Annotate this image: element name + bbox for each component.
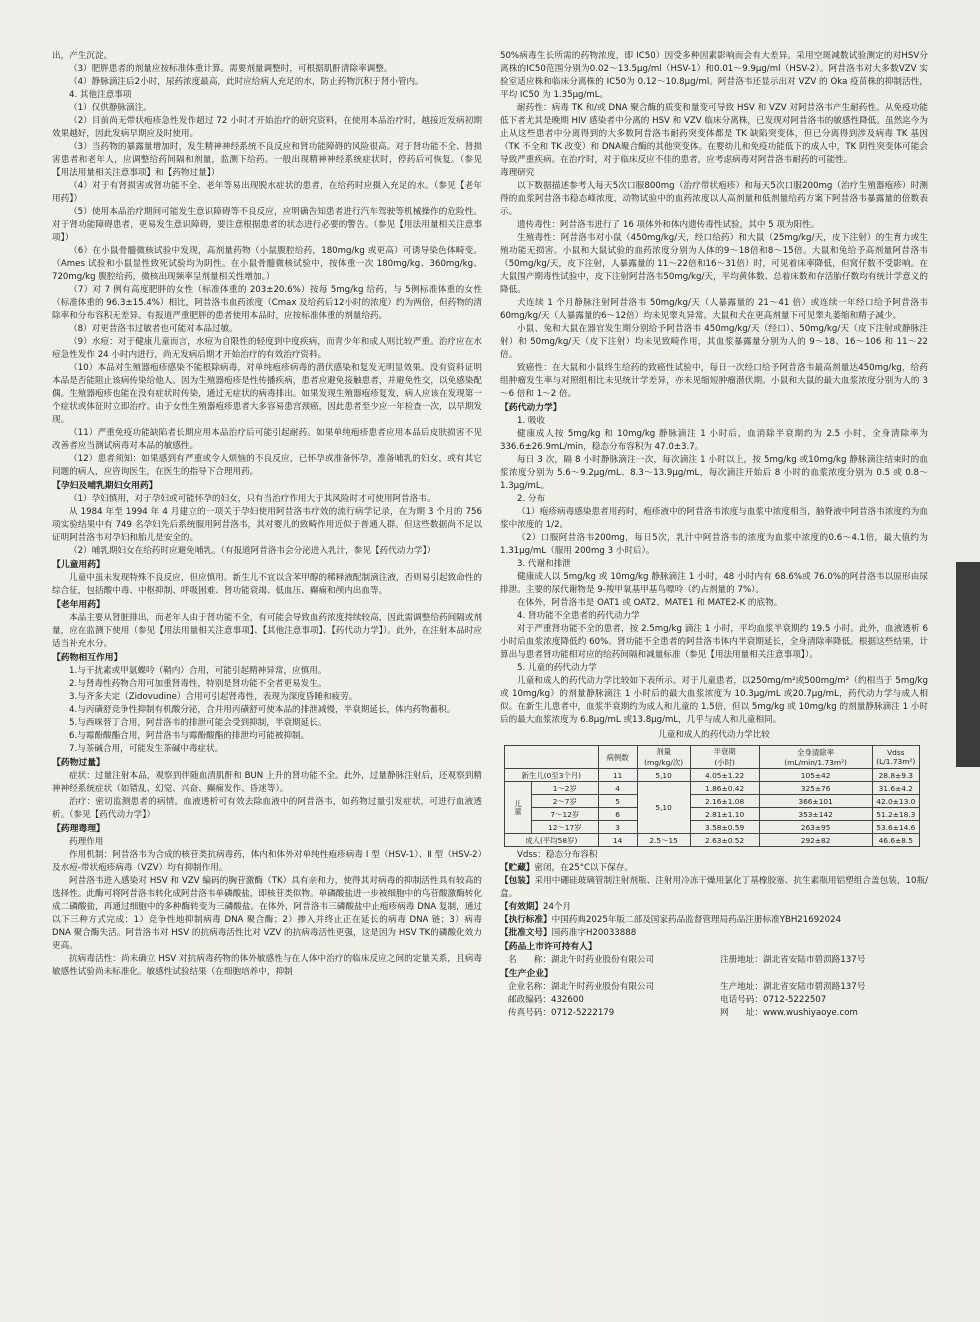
field-label: 名 称： bbox=[508, 955, 551, 965]
section-heading-pregnancy: 【孕妇及哺乳期妇女用药】 bbox=[52, 481, 158, 491]
table-cell: 46.6±8.5 bbox=[872, 834, 919, 847]
paragraph: 对于严重肾功能不全的患者，按 2.5mg/kg 滴注 1 小时，平均血浆半衰期约 19.5 小时。此外，血液透析 6 小时后血浆浓度降低约 60%。肾功能不全患者的阿昔洛韦体内半衰期延长，全身清除率降低。根据这些结果，计算出与患者肾功能相对应的给药间隔和减量标准（参见【用法用量相关注意事项】）。 bbox=[500, 624, 928, 660]
subheading: 毒理研究 bbox=[500, 168, 535, 178]
table-cell: 2.81±1.10 bbox=[690, 808, 759, 821]
paragraph: 健康成人以 5mg/kg 或 10mg/kg 静脉滴注 1 小时，48 小时内有 68.6%或 76.0%的阿昔洛韦以原形由尿排泄。主要的尿代谢物是 9-羧甲氧基甲基鸟嘌呤（约占剂量的 7%）。 bbox=[500, 572, 928, 595]
storage-heading: 【贮藏】 bbox=[500, 863, 535, 873]
paragraph: 以下数据描述参考人每天5次口服800mg（治疗带状疱疹）和每天5次口服200mg（治疗生殖器疱疹）时测得的血浆阿昔洛韦稳态峰浓度，动物试验中的血药浓度以人高剂量和低剂量给药方案下阿昔洛韦暴露量的倍数表示。 bbox=[500, 181, 928, 217]
section-heading-interactions: 【药物相互作用】 bbox=[52, 653, 123, 663]
field-label: 生产地址： bbox=[720, 982, 763, 992]
table-group-label: 儿童 bbox=[505, 782, 532, 834]
paragraph: 儿童中虽未发现特殊不良反应，但应慎用。新生儿不宜以含苯甲醇的稀释液配制滴注液，否则易引起致命性的综合征，包括酸中毒、中枢抑制、呼吸困难、肾功能衰竭、低血压、癫痫和颅内出血等。 bbox=[52, 573, 482, 596]
package-heading: 【包装】 bbox=[500, 876, 535, 886]
paragraph: 遗传毒性：阿昔洛韦进行了 16 项体外和体内遗传毒性试验，其中 5 项为阳性。 bbox=[517, 220, 820, 230]
paragraph: 50%病毒生长所需的药物浓度，即 IC50）因受多种因素影响而会有大差异。采用空斑减数试验测定的对HSV分离株的IC50范围分别为0.02～13.5μg/ml（HSV-1）和0.01～9.9μg/ml（HSV-2）。阿昔洛韦对大多数VZV 实验室适应株和临床分离株的 IC50为 0.12～10.8μg/ml。阿昔洛韦还显示出对 VZV 的 Oka 疫苗株的抑制活性，平均 IC50 为 1.35μg/mL。 bbox=[500, 51, 928, 100]
field-label: 传真号码： bbox=[508, 1008, 551, 1018]
paragraph: （2）哺乳期妇女在给药时应避免哺乳。（有报道阿昔洛韦会分泌进入乳汁，参见【药代动力学】） bbox=[69, 546, 436, 556]
paragraph: 阿昔洛韦进入感染对 HSV 和 VZV 编码的胸苷激酶（TK）具有亲和力，使得其对病毒的抑制活性具有较高的选择性。此酶可将阿昔洛韦转化成阿昔洛韦单磷酸盐，即核苷类似物。单磷酸盐进一步被细胞中的鸟苷酸激酶转化成二磷酸盐，再通过细胞中的多种酶转变为三磷酸盐。在体外，阿昔洛韦三磷酸盐中止疱疹病毒 DNA 复制，通过以下三种方式完成：1）竞争性地抑制病毒 DNA 聚合酶；2）掺入并终止正在延长的病毒 DNA 链；3）病毒 DNA 聚合酶失活。阿昔洛韦对 HSV 的抗病毒活性比对 VZV 的抗病毒活性更强，这是因为 HSV TK的磷酸化效力更高。 bbox=[52, 876, 482, 951]
paragraph: 儿童和成人的药代动力学比较如下表所示。对于儿童患者，以250mg/m²或500mg/m²（约相当于 5mg/kg 或 10mg/kg）的剂量静脉滴注 1 小时后的最大血浆浓度为 10.3μg/mL 或20.7μg/mL，药代动力学与成人相似。在新生儿患者中，血浆半衰期约为成人和儿童的 1.5倍，但以 5mg/kg 或 10mg/kg 的剂量静脉滴注 1 小时后的最大血浆浓度为 6.8μg/mL 或13.8μg/mL，几乎与成人和儿童相同。 bbox=[500, 676, 928, 725]
maker-address-field bbox=[720, 981, 865, 994]
manufacturer-row-1 bbox=[500, 981, 928, 994]
paragraph: （12）患者须知：如果感到有严重或令人烦恼的不良反应，已怀孕或准备怀孕，准备哺乳的妇女，或有其它问题的病人，应咨询医生，在医生的指导下合理用药。 bbox=[52, 454, 482, 477]
list-item: 2.与肾毒性药物合用可加重肾毒性，特别是肾功能不全者更易发生。 bbox=[69, 679, 327, 689]
table-cell: 2.63±0.52 bbox=[690, 834, 759, 847]
table-row bbox=[505, 782, 920, 795]
paragraph: （2）口服阿昔洛韦200mg，每日5次，乳汁中阿昔洛韦的浓度为血浆中浓度的0.6～4.1倍，最大值约为 1.31μg/mL（服用 200mg 3 小时后）。 bbox=[500, 533, 928, 556]
table-cell: 105±42 bbox=[759, 769, 872, 782]
table-cell: 51.2±18.3 bbox=[872, 808, 919, 821]
table-cell: 53.6±14.6 bbox=[872, 821, 919, 834]
approval-value: 国药准字H20033888 bbox=[551, 928, 637, 938]
paragraph: （8）对更昔洛韦过敏者也可能对本品过敏。 bbox=[69, 324, 238, 334]
table-cell: 325±76 bbox=[759, 782, 872, 795]
holder-name: 湖北午时药业股份有限公司 bbox=[550, 955, 655, 965]
list-item: 6.与霉酚酸酯合用，阿昔洛韦与霉酚酸酯的排泄均可能被抑制。 bbox=[69, 731, 310, 741]
left-column bbox=[52, 50, 482, 979]
paragraph: （3）肥胖患者的剂量应按标准体重计算。需要剂量调整时，可根据肌酐清除率调整。 bbox=[69, 64, 393, 74]
field-label: 企业名称： bbox=[508, 982, 551, 992]
section-heading-geriatric: 【老年用药】 bbox=[52, 600, 105, 610]
paragraph: 每日 3 次，隔 8 小时静脉滴注一次，每次滴注 1 小时以上，按 5mg/kg 或10mg/kg 静脉滴注结束时的血浆浓度分别为 5.6～9.2μg/mL、8.3～13.9μg/mL，每次滴注开始后 8 小时的血浆浓度分别为 0.5 或 0.8～1.3μg/mL。 bbox=[500, 455, 928, 491]
paragraph: 致癌性：在大鼠和小鼠终生给药的致癌性试验中，每日一次经口给予阿昔洛韦最高剂量达450mg/kg，给药组肿瘤发生率与对照组相比未见统计学差异，亦未见缩短肿瘤潜伏期。小鼠和大鼠的最大血浆浓度分别为人的 3～6 倍和 1～2 倍。 bbox=[500, 363, 928, 399]
paragraph: （4）静脉滴注后2小时，尿药浓度最高，此时应给病人充足的水，防止药物沉积于肾小管内。 bbox=[69, 77, 424, 87]
holder-info-row bbox=[500, 954, 928, 967]
table-cell: 353±142 bbox=[759, 808, 872, 821]
section-heading-pharmacology: 【药理毒理】 bbox=[52, 824, 105, 834]
validity-heading: 【有效期】 bbox=[500, 902, 543, 912]
field-label: 网 址： bbox=[720, 1008, 763, 1018]
list-item: 4.与丙磺舒竞争性抑制有机酸分泌，合并用丙磺舒可使本品的排泄减慢，半衰期延长，体内药物蓄积。 bbox=[69, 705, 456, 715]
table-cell: 42.0±13.0 bbox=[872, 795, 919, 808]
tel-field bbox=[720, 994, 826, 1007]
table-cell: 11 bbox=[598, 769, 637, 782]
field-label: 电话号码： bbox=[720, 995, 763, 1005]
table-row bbox=[505, 808, 920, 821]
fax-field bbox=[500, 1007, 720, 1020]
paragraph: （7）对 7 例有高度肥胖的女性（标准体重的 203±20.6%）按每 5mg/kg 给药，与 5例标准体重的女性（标准体重的 96.3±15.4%）相比，阿昔洛韦血药浓度（Cmax 及给药后12小时的浓度）约为两倍，但药物的清除率和分布容积无差异。有报道严重肥胖的患者使用本品时，应按标准体重的剂量给药。 bbox=[52, 285, 482, 321]
tel-number: 0712-5222507 bbox=[762, 995, 827, 1005]
table-cell: 292±82 bbox=[759, 834, 872, 847]
list-item: 7.与茶碱合用，可能发生茶碱中毒症状。 bbox=[69, 744, 224, 754]
table-header-cell: 全身清除率 (mL/min/1.73m²) bbox=[759, 746, 872, 769]
table-row bbox=[505, 821, 920, 834]
paragraph: （2）目前尚无带状疱疹急性发作超过 72 小时才开始治疗的研究资料，在使用本品治疗时，越接近发病初期效果越好，因此发病早期应及时使用。 bbox=[52, 116, 482, 139]
paragraph: （1）孕妇慎用，对于孕妇或可能怀孕的妇女，只有当治疗作用大于其风险时才可使用阿昔洛韦。 bbox=[69, 494, 436, 504]
paragraph: （6）在小鼠骨髓微核试验中发现，高剂量药物（小鼠腹腔给药，180mg/kg 或更高）可诱导染色体畸变。（Ames 试验和小鼠显性致死试验均为阴性。在小鼠骨髓微核试验中，按体重一次 180mg/kg、360mg/kg、720mg/kg 腹腔给药，微核出现频率呈剂量相关性增加。） bbox=[52, 246, 482, 282]
table-row bbox=[505, 834, 920, 847]
table-cell: 7～12岁 bbox=[532, 808, 599, 821]
maker-address: 湖北省安陆市碧涢路137号 bbox=[762, 982, 866, 992]
table-cell: 4 bbox=[598, 782, 637, 795]
table-cell: 新生儿(0至3个月) bbox=[505, 769, 599, 782]
table-header-cell: 病例数 bbox=[598, 746, 637, 769]
storage-line bbox=[500, 862, 928, 875]
paragraph: 治疗：密切监测患者的病情。血液透析可有效去除血液中的阿昔洛韦，如药物过量引发症状，可进行血液透析。（参见【药代动力学】） bbox=[52, 797, 482, 820]
paragraph: （3）当药物的暴露量增加时，发生精神神经系统不良反应和肾功能障碍的风险很高。对于肾功能不全、肾损害患者和老年人，应调整给药间隔和剂量，监测下给药。一般出现精神神经系统症状时，停药后可恢复。（参见【用法用量相关注意事项】和【药物过量】） bbox=[52, 142, 482, 178]
validity-value: 24个月 bbox=[542, 902, 572, 912]
holder-heading: 【药品上市许可持有人】 bbox=[500, 942, 597, 952]
table-row bbox=[505, 795, 920, 808]
table-cell: 6 bbox=[598, 808, 637, 821]
table-cell: 3.58±0.59 bbox=[690, 821, 759, 834]
standard-line bbox=[500, 914, 928, 927]
subheading: 4. 肾功能不全患者的药代动力学 bbox=[517, 611, 640, 621]
paragraph: （1）仅供静脉滴注。 bbox=[69, 103, 152, 113]
table-cell: 1.86±0.42 bbox=[690, 782, 759, 795]
subheading: 4. 其他注意事项 bbox=[69, 90, 132, 100]
paragraph: 生殖毒性：阿昔洛韦对小鼠（450mg/kg/天，经口给药）和大鼠（25mg/kg/天，皮下注射）的生育力或生殖功能无损害。小鼠和大鼠试验的血药浓度分别为人体的9～18倍和8～15倍。大鼠和兔给予高剂量阿昔洛韦（50mg/kg/天，皮下注射，人暴露量的 11～22倍和16～31倍）时，可见着床率降低，但窝仔数不受影响。在大鼠围产期毒性试验中，皮下注射阿昔洛韦50mg/kg/天，平均黄体数、总着床数和存活胎仔数均有统计学意义的降低。 bbox=[500, 233, 928, 295]
table-header-cell: Vdss (L/1.73m²) bbox=[872, 746, 919, 769]
paragraph: 犬连续 1 个月静脉注射阿昔洛韦 50mg/kg/天（人暴露量的 21～41 倍）或连续一年经口给予阿昔洛韦 60mg/kg/天（人暴露量的6～12倍）均未见睾丸异常。大鼠和犬在更高剂量下可见睾丸萎缩和精子减少。 bbox=[500, 298, 928, 321]
paragraph: 出，产生沉淀。 bbox=[52, 51, 113, 61]
paragraph: 从 1984 年至 1994 年 4 月建立的一项关于孕妇使用阿昔洛韦疗效的流行病学记录，在为期 3 个月的 756 项实验结果中有 749 名孕妇先后系统服用阿昔洛韦，其对婴儿的致畸作用近似于普通人群。但这些数据尚不足以证明阿昔洛韦对孕妇和胎儿是安全的。 bbox=[52, 507, 482, 543]
approval-line bbox=[500, 927, 928, 940]
package-line bbox=[500, 875, 928, 901]
subheading: 1. 吸收 bbox=[517, 416, 546, 426]
table-cell: 28.8±9.3 bbox=[872, 769, 919, 782]
storage-value: 密闭，在25°C以下保存。 bbox=[534, 863, 633, 873]
table-header-cell bbox=[505, 746, 599, 769]
maker-name-field bbox=[500, 981, 720, 994]
standard-heading: 【执行标准】 bbox=[500, 915, 552, 925]
zip-code: 432600 bbox=[550, 995, 584, 1005]
table-note: Vdss：稳态分布容积 bbox=[517, 850, 598, 860]
paragraph: 作用机制：阿昔洛韦为合成的核苷类抗病毒药，体内和体外对单纯性疱疹病毒 Ⅰ 型（HSV-1）、Ⅱ 型（HSV-2）及水痘-带状疱疹病毒（VZV）均有抑制作用。 bbox=[52, 850, 482, 873]
website-field bbox=[720, 1007, 858, 1020]
manufacturer-row-2 bbox=[500, 994, 928, 1007]
package-value: 采用中硼硅玻璃管制注射剂瓶、注射用冷冻干燥用氯化丁基橡胶塞、抗生素瓶用铝塑组合盖包装，10瓶/盒。 bbox=[500, 876, 928, 899]
standard-value: 中国药典2025年版二部及国家药品监督管理局药品注册标准YBH21692024 bbox=[551, 915, 842, 925]
table-cell: 5,10 bbox=[637, 769, 690, 782]
table-row bbox=[505, 769, 920, 782]
table-cell: 2～7岁 bbox=[532, 795, 599, 808]
paragraph: （4）对于有肾损害或肾功能不全、老年等易出现脱水症状的患者，在给药时应摄入充足的水。（参见【老年用药】） bbox=[52, 181, 482, 204]
zip-field bbox=[500, 994, 720, 1007]
list-item: 5.与西咪替丁合用，阿昔洛韦的排泄可能会受到抑制，半衰期延长。 bbox=[69, 718, 327, 728]
fax-number: 0712-5222179 bbox=[550, 1008, 615, 1018]
table-cell: 366±101 bbox=[759, 795, 872, 808]
section-heading-overdose: 【药物过量】 bbox=[52, 758, 105, 768]
paragraph: 在体外，阿昔洛韦是 OAT1 或 OAT2、MATE1 和 MATE2-K 的底物。 bbox=[517, 598, 783, 608]
section-heading-pediatric: 【儿童用药】 bbox=[52, 560, 105, 570]
paragraph: 抗病毒活性：尚未确立 HSV 对抗病毒药物的体外敏感性与在人体中治疗的临床反应之间的定量关系，且病毒敏感性试验尚未标准化。敏感性试验结果（在细胞培养中，抑制 bbox=[52, 954, 482, 977]
table-header-cell: 剂量 (mg/kg/次) bbox=[637, 746, 690, 769]
table-cell: 3 bbox=[598, 821, 637, 834]
table-header-row bbox=[505, 746, 920, 769]
paragraph: 小鼠、兔和大鼠在器官发生期分别给予阿昔洛韦 450mg/kg/天（经口）、50mg/kg/天（皮下注射或静脉注射）和 50mg/kg/天（皮下注射）均未见致畸作用，其血浆暴露量分别为人的 9～18、16～106 和 11～22 倍。 bbox=[500, 324, 928, 360]
pk-comparison-table bbox=[504, 745, 920, 847]
table-cell: 263±95 bbox=[759, 821, 872, 834]
paragraph: （9）水痘：对于健康儿童而言，水痘为自限性的轻度到中度疾病，而青少年和成人则比较严重。治疗应在水痘急性发作 24 小时内进行，尚无发病后期才开始治疗的有效治疗资料。 bbox=[52, 337, 482, 360]
table-cell: 2.5～15 bbox=[637, 834, 690, 847]
table-cell: 12～17岁 bbox=[532, 821, 599, 834]
paragraph: 耐药性：病毒 TK 和/或 DNA 聚合酶的质变和量变可导致 HSV 和 VZV 对阿昔洛韦产生耐药性。从免疫功能低下者尤其是晚期 HIV 感染者中分离的 HSV 和 VZV 临床分离株，已发现对阿昔洛韦的敏感性降低。虽然迄今为止从这些患者中分离得到的大多数阿昔洛韦耐药突变体都是 TK 缺陷突变体，但已分离得到涉及病毒 TK 基因（TK 不全和 TK 改变）和 DNA聚合酶的其他突变体。在婴幼儿和免疫功能低下的成人中，TK 阴性突变体可能会导致严重疾病。在治疗时，对于临床反应不佳的患者，应考虑病毒对阿昔洛韦耐药的可能性。 bbox=[500, 103, 928, 165]
table-cell: 成人(平均58岁) bbox=[505, 834, 599, 847]
holder-name-field bbox=[500, 954, 720, 967]
section-heading-pharmacokinetics: 【药代动力学】 bbox=[500, 403, 562, 413]
table-header-cell: 半衰期 (小时) bbox=[690, 746, 759, 769]
subheading: 3. 代谢和排泄 bbox=[517, 559, 571, 569]
table-cell: 2.16±1.08 bbox=[690, 795, 759, 808]
table-cell: 31.6±4.2 bbox=[872, 782, 919, 795]
field-label: 注册地址： bbox=[720, 955, 763, 965]
website-link[interactable]: www.wushiyaoye.com bbox=[762, 1008, 858, 1018]
paragraph: （11）严重免疫功能缺陷者长期应用本品治疗后可能引起耐药。如果单纯疱疹患者应用本品后皮肤损害不见改善者应当测试病毒对本品的敏感性。 bbox=[52, 428, 482, 451]
table-cell: 5,10 bbox=[637, 782, 690, 834]
approval-heading: 【批准文号】 bbox=[500, 928, 552, 938]
paragraph: （10）本品对生殖器疱疹感染不能根除病毒，对单纯疱疹病毒的潜伏感染和复发无明显效果。没有资料证明本品是否能阻止该病传染给他人。因为生殖器疱疹是性传播疾病，患者应避免接触患者，并避免性交，以免感染配偶。生殖器疱疹也能在没有症状时传染，通过无症状的病毒排出。如果发现生殖器疱疹复发，病人应该在发现第一个症状或体征时立即治疗。由于女性生殖器疱疹患者大多容易患宫颈癌，因此患者至少应一年检查一次，以早期发现。 bbox=[52, 363, 482, 425]
paragraph: （5）使用本品治疗期间可能发生意识障碍等不良反应，应明确告知患者进行汽车驾驶等机械操作的危险性。对于肾功能障碍患者，更易发生意识障碍，要注意根据患者的状态进行必要的警告。（参见【用法用量相关注意事项】） bbox=[52, 207, 482, 243]
paragraph: 症状：过量注射本品，观察到伴随血清肌酐和 BUN 上升的肾功能不全。此外，过量静脉注射后，还观察到精神神经系统症状（如错乱、幻觉、兴奋、癫痫发作、昏迷等）。 bbox=[52, 771, 482, 794]
maker-name: 湖北午时药业股份有限公司 bbox=[550, 982, 655, 992]
table-cell: 5 bbox=[598, 795, 637, 808]
subheading: 5. 儿童的药代动力学 bbox=[517, 663, 597, 673]
holder-address: 湖北省安陆市碧涢路137号 bbox=[762, 955, 866, 965]
subheading: 药理作用 bbox=[69, 837, 104, 847]
right-column bbox=[500, 50, 928, 1020]
paragraph: 本品主要从肾脏排出，而老年人由于肾功能不全，有可能会导致血药浓度持续较高，因此需调整给药间隔或剂量，应在监测下使用（参见【用法用量相关注意事项】、【其他注意事项】、【药代动力学】）。此外，在注射本品时应适当补充水分。 bbox=[52, 613, 482, 649]
table-cell: 4.05±1.22 bbox=[690, 769, 759, 782]
list-item: 3.与齐多夫定（Zidovudine）合用可引起肾毒性，表现为深度昏睡和疲劳。 bbox=[69, 692, 358, 702]
validity-line bbox=[500, 901, 928, 914]
paragraph: 健康成人按 5mg/kg 和 10mg/kg 静脉滴注 1 小时后，血消除半衰期约为 2.5 小时，全身清除率为 336.6±26.9mL/min，稳态分布容积为 47.0±3.7。 bbox=[500, 429, 928, 452]
table-caption: 儿童和成人的药代动力学比较 bbox=[658, 730, 770, 740]
table-cell: 1～2岁 bbox=[532, 782, 599, 795]
manufacturer-row-3 bbox=[500, 1007, 928, 1020]
holder-address-field bbox=[720, 954, 865, 967]
table-cell: 14 bbox=[598, 834, 637, 847]
side-index-tab bbox=[956, 562, 980, 767]
subheading: 2. 分布 bbox=[517, 494, 546, 504]
manufacturer-heading: 【生产企业】 bbox=[500, 969, 553, 979]
paragraph: （1）疱疹病毒感染患者用药时，疱疹液中的阿昔洛韦浓度与血浆中浓度相当，脑脊液中阿昔洛韦浓度约为血浆中浓度的 1/2。 bbox=[500, 507, 928, 530]
field-label: 邮政编码： bbox=[508, 995, 551, 1005]
list-item: 1.与干扰素或甲氨蝶呤（鞘内）合用，可能引起精神异常，应慎用。 bbox=[69, 666, 327, 676]
